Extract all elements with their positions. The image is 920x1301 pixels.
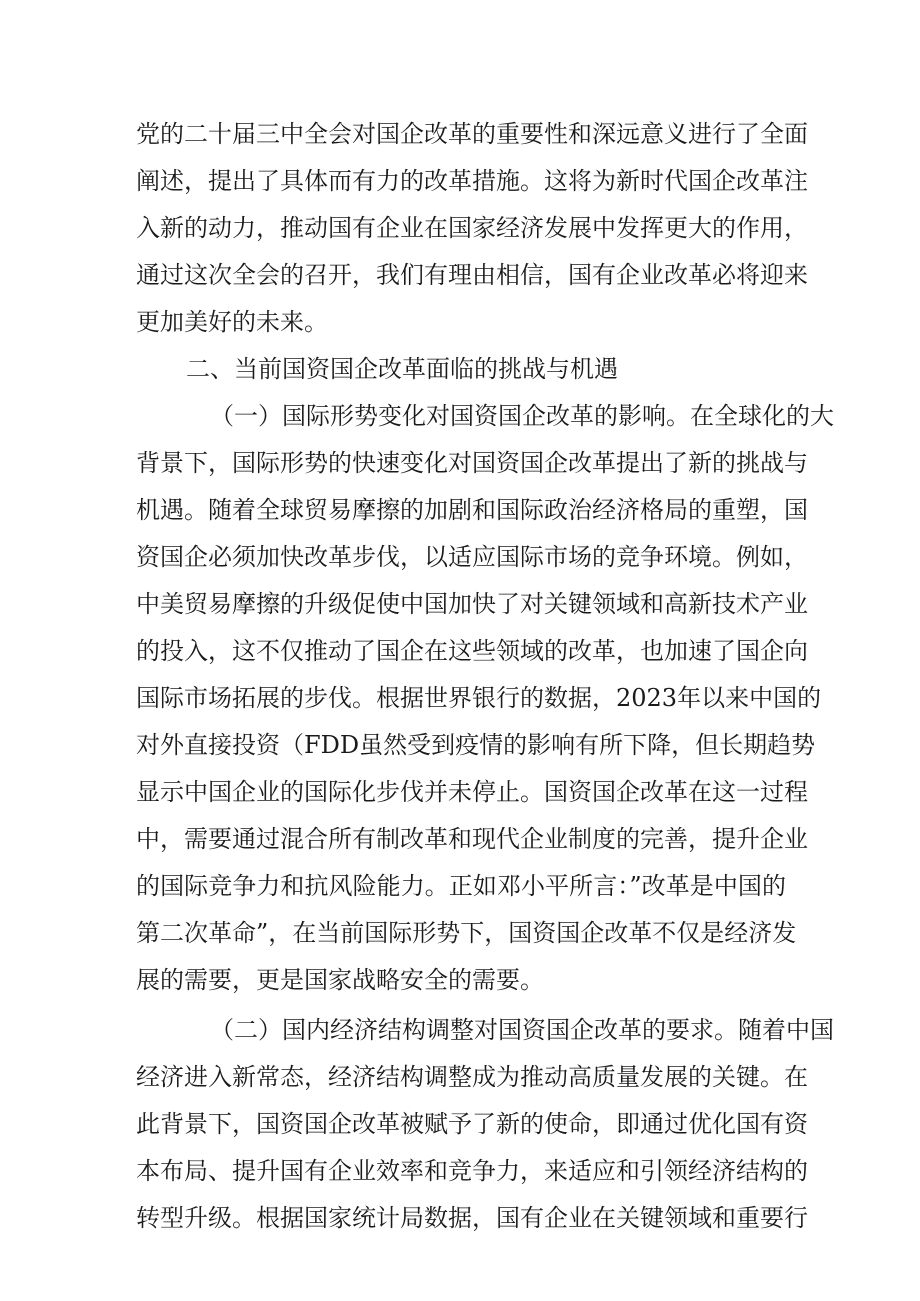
- paragraph-line: 更加美好的未来。: [136, 308, 328, 336]
- paragraph-line: 国际市场拓展的步伐。根据世界银行的数据，2023年以来中国的: [136, 684, 822, 712]
- paragraph-line: 经济进入新常态，经济结构调整成为推动高质量发展的关键。在: [136, 1063, 808, 1091]
- paragraph-line: 的国际竞争力和抗风险能力。正如邓小平所言：”改革是中国的: [136, 872, 786, 900]
- paragraph-line: 显示中国企业的国际化步伐并未停止。国资国企改革在这一过程: [136, 778, 808, 806]
- paragraph-line: 资国企必须加快改革步伐，以适应国际市场的竞争环境。例如，: [136, 543, 808, 571]
- paragraph-line: 通过这次全会的召开，我们有理由相信，国有企业改革必将迎来: [136, 261, 808, 289]
- section-heading: 二、当前国资国企改革面临的挑战与机遇: [186, 355, 618, 383]
- paragraph-line: 机遇。随着全球贸易摩擦的加剧和国际政治经济格局的重塑，国: [136, 496, 808, 524]
- paragraph-line: 的投入，这不仅推动了国企在这些领域的改革，也加速了国企向: [136, 637, 808, 665]
- paragraph-line: 此背景下，国资国企改革被赋予了新的使命，即通过优化国有资: [136, 1110, 808, 1138]
- paragraph-line: 转型升级。根据国家统计局数据，国有企业在关键领域和重要行: [136, 1204, 808, 1232]
- paragraph-line: 中美贸易摩擦的升级促使中国加快了对关键领域和高新技术产业: [136, 590, 808, 618]
- paragraph-line: 党的二十届三中全会对国企改革的重要性和深远意义进行了全面: [136, 120, 808, 148]
- paragraph-line: 入新的动力，推动国有企业在国家经济发展中发挥更大的作用，: [136, 214, 808, 242]
- paragraph-line: 对外直接投资（FDD虽然受到疫情的影响有所下降，但长期趋势: [136, 731, 816, 759]
- paragraph-line: 本布局、提升国有企业效率和竞争力，来适应和引领经济结构的: [136, 1157, 808, 1185]
- subsection-heading-line: （一）国际形势变化对国资国企改革的影响。在全球化的大: [210, 402, 834, 430]
- paragraph-line: 背景下，国际形势的快速变化对国资国企改革提出了新的挑战与: [136, 449, 808, 477]
- subsection-heading-line: （二）国内经济结构调整对国资国企改革的要求。随着中国: [210, 1016, 834, 1044]
- paragraph-line: 阐述，提出了具体而有力的改革措施。这将为新时代国企改革注: [136, 167, 808, 195]
- paragraph-line: 中，需要通过混合所有制改革和现代企业制度的完善，提升企业: [136, 825, 808, 853]
- paragraph-line: 第二次革命”，在当前国际形势下，国资国企改革不仅是经济发: [136, 919, 797, 947]
- paragraph-line: 展的需要，更是国家战略安全的需要。: [136, 966, 544, 994]
